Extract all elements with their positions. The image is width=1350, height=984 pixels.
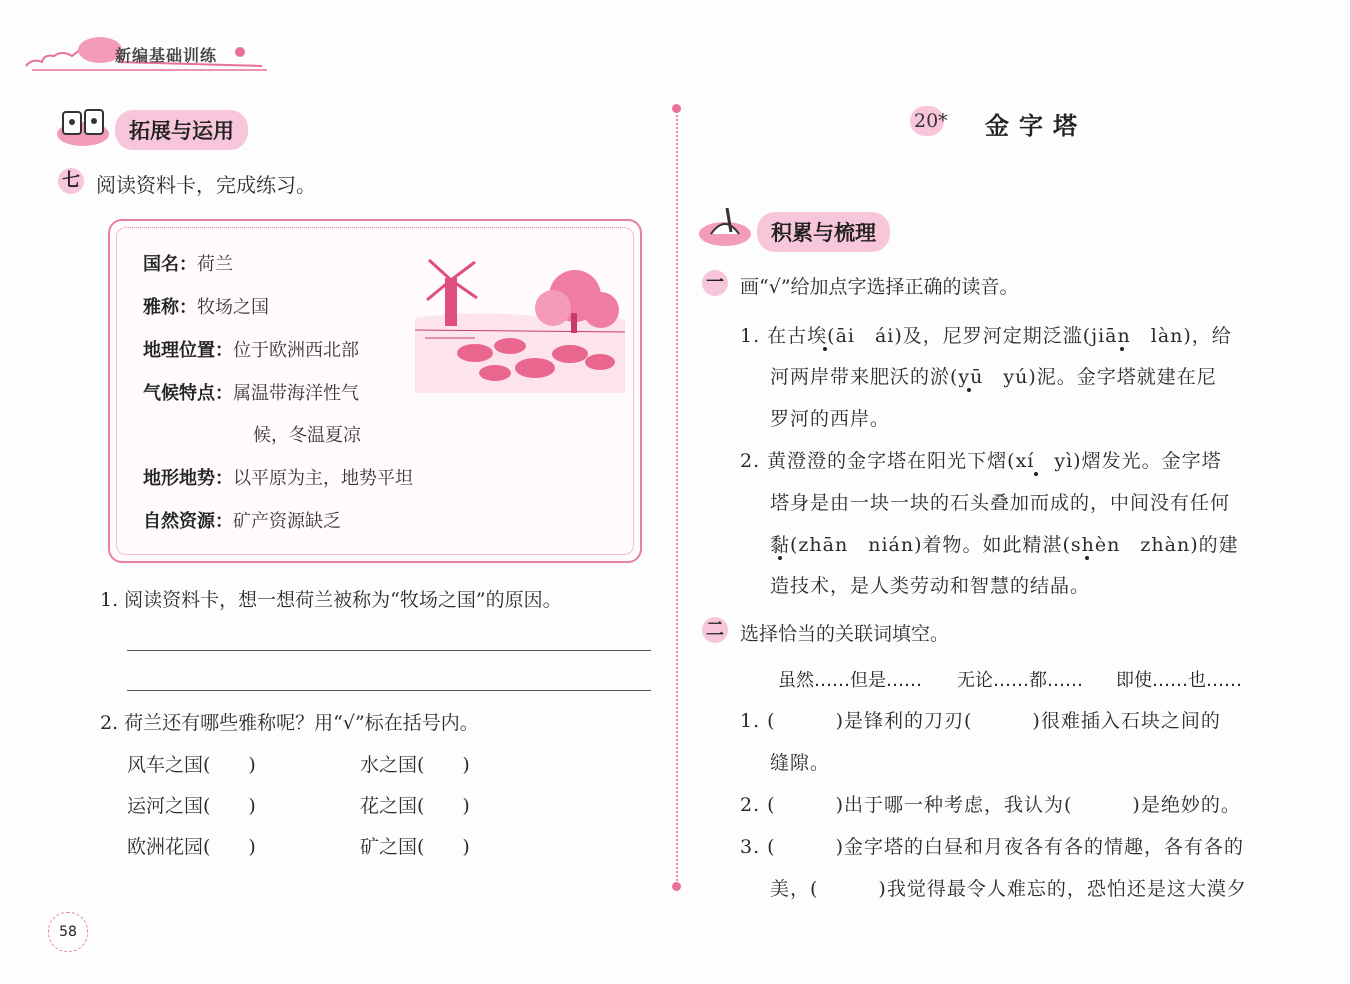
extension-section-icon — [55, 104, 111, 148]
option-windmill[interactable]: 风车之国( ) — [127, 754, 256, 776]
q1-line-5: 塔身是由一块一块的石头叠加而成的，中间没有任何 — [770, 492, 1231, 514]
q1-line-4: 2. 黄澄澄的金字塔在阳光下熠(xí yì)熠发光。金字塔 — [740, 450, 1222, 472]
lesson-number: 20* — [914, 110, 948, 132]
lesson-title: 金字塔 — [985, 111, 1087, 140]
q2-line-5: 美，( )我觉得最令人难忘的，恐怕还是这大漠夕 — [770, 878, 1247, 900]
card-row-climate-cont: 候，冬温夏凉 — [253, 425, 361, 446]
emphasis-dot — [1085, 556, 1089, 560]
question-2-number: 二 — [702, 617, 728, 643]
card-row-terrain: 地形地势：以平原为主，地势平坦 — [143, 468, 413, 489]
section-title-extension: 拓展与运用 — [115, 110, 248, 150]
sub-question-1: 1. 阅读资料卡，想一想荷兰被称为“牧场之国”的原因。 — [100, 589, 562, 611]
q1-line-2: 河两岸带来肥沃的淤(yū yú)泥。金字塔就建在尼 — [770, 366, 1217, 388]
option-euro-garden[interactable]: 欧洲花园( ) — [127, 836, 256, 858]
accumulate-section-icon — [697, 204, 753, 248]
q1-line-1: 1. 在古埃(āi ái)及，尼罗河定期泛滥(jiān làn)，给 — [740, 325, 1232, 347]
q1-line-7: 造技术，是人类劳动和智慧的结晶。 — [770, 575, 1091, 597]
question-7-prompt: 阅读资料卡，完成练习。 — [96, 173, 316, 197]
emphasis-dot — [823, 347, 827, 351]
divider-dot-bottom — [672, 882, 681, 891]
option-water[interactable]: 水之国( ) — [360, 754, 470, 776]
card-row-climate: 气候特点：属温带海洋性气 — [143, 383, 359, 404]
series-title: 新编基础训练 — [115, 46, 218, 65]
q1-line-6: 黏(zhān nián)着物。如此精湛(shèn zhàn)的建 — [770, 534, 1239, 556]
question-1-number: 一 — [702, 270, 728, 296]
emphasis-dot — [778, 556, 782, 560]
question-1-prompt: 画“√”给加点字选择正确的读音。 — [740, 276, 1019, 298]
option-mineral[interactable]: 矿之国( ) — [360, 836, 470, 858]
card-row-resources: 自然资源：矿产资源缺乏 — [143, 511, 341, 532]
emphasis-dot — [1120, 347, 1124, 351]
card-row-location: 地理位置：位于欧洲西北部 — [143, 340, 359, 361]
option-canal[interactable]: 运河之国( ) — [127, 795, 256, 817]
page-number: 58 — [48, 912, 88, 952]
emphasis-dot — [967, 388, 971, 392]
q2-line-1: 1. ( )是锋利的刀刃( )很难插入石块之间的 — [740, 710, 1221, 732]
word-bank-3: 即使……也…… — [1116, 670, 1242, 691]
answer-line-1[interactable] — [127, 650, 651, 651]
word-bank-1: 虽然……但是…… — [778, 670, 922, 691]
q1-line-3: 罗河的西岸。 — [770, 408, 891, 430]
option-flower[interactable]: 花之国( ) — [360, 795, 470, 817]
q2-line-2: 缝隙。 — [770, 752, 831, 774]
divider-dot-top — [672, 104, 681, 113]
q2-line-3: 2. ( )出于哪一种考虑，我认为( )是绝妙的。 — [740, 794, 1241, 816]
sub-question-2: 2. 荷兰还有哪些雅称呢？用“√”标在括号内。 — [100, 712, 479, 734]
card-row-country: 国名：荷兰 — [143, 254, 233, 275]
question-2-prompt: 选择恰当的关联词填空。 — [740, 623, 950, 645]
windmill-pasture-illustration — [415, 258, 625, 393]
emphasis-dot — [1034, 472, 1038, 476]
card-row-nickname: 雅称：牧场之国 — [143, 297, 269, 318]
answer-line-2[interactable] — [127, 690, 651, 691]
word-bank-2: 无论……都…… — [957, 670, 1083, 691]
page-divider — [676, 108, 678, 888]
question-7-number: 七 — [58, 168, 84, 194]
section-title-accumulate: 积累与梳理 — [757, 212, 890, 252]
q2-line-4: 3. ( )金字塔的白昼和月夜各有各的情趣，各有各的 — [740, 836, 1244, 858]
